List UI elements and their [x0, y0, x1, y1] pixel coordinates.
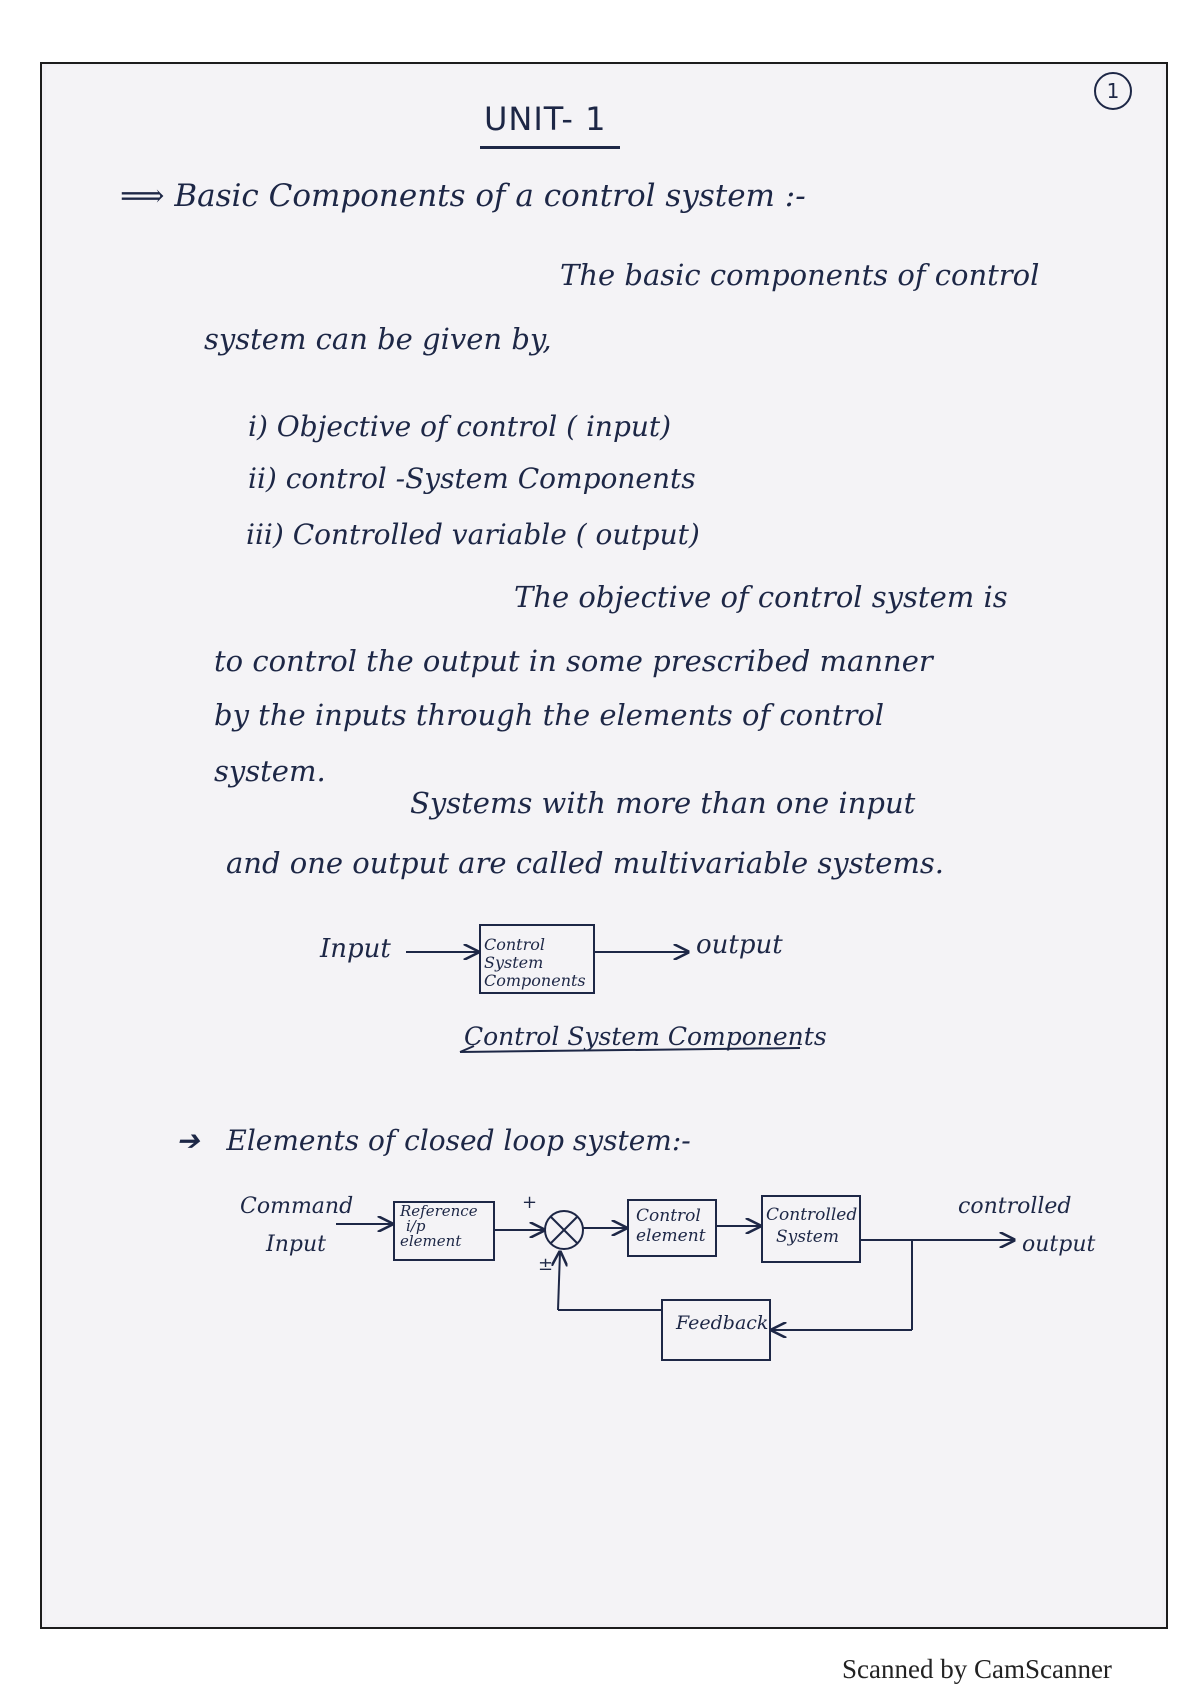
summing-plus-sign: + [522, 1192, 538, 1213]
diagram1-box-text: Control System Components [484, 935, 586, 990]
para2-line-1: Systems with more than one input [410, 786, 916, 820]
command-label-line1: Command [240, 1194, 354, 1219]
list-item-1: i) Objective of control ( input) [248, 410, 672, 443]
feedback-box-text: Feedback [676, 1312, 769, 1334]
heading2-arrow: ➔ [176, 1124, 200, 1157]
para1-line-3: by the inputs through the elements of control [214, 698, 885, 732]
diagram2-closed-loop [336, 1196, 1014, 1360]
diagram1-output-label: output [696, 930, 783, 960]
diagram1-control-box [480, 925, 594, 993]
diagram1-open-loop [406, 925, 800, 1052]
diagram1-caption: Control System Components [464, 1022, 827, 1051]
list-item-2: ii) control -System Components [248, 462, 696, 495]
para1-line-4: system. [214, 754, 326, 788]
controlled-system-box [762, 1196, 860, 1262]
reference-box-text: Reference i/p element [400, 1202, 478, 1250]
unit-title: UNIT- 1 [484, 100, 607, 138]
reference-element-box [394, 1202, 494, 1260]
heading-arrow: ⟹ [120, 178, 165, 214]
command-label-line2: Input [266, 1232, 326, 1257]
summing-pm-sign: ± [538, 1254, 554, 1275]
list-item-3: iii) Controlled variable ( output) [246, 518, 700, 551]
diagram1-input-label: Input [320, 934, 391, 964]
para1-line-1: The objective of control system is [514, 580, 1008, 614]
heading2-text: Elements of closed loop system:- [226, 1124, 691, 1157]
heading-text: Basic Components of a control system :- [174, 178, 806, 214]
intro-line-2: system can be given by, [204, 322, 552, 356]
feedback-box [662, 1300, 770, 1360]
control-element-box [628, 1200, 716, 1256]
control-element-box-text: Control element [636, 1206, 706, 1246]
para1-line-2: to control the output in some prescribed manner [214, 644, 933, 678]
controlled-output-line1: controlled [958, 1194, 1072, 1219]
scanner-watermark: Scanned by CamScanner [842, 1654, 1112, 1684]
diagram1-caption-underline [460, 1048, 800, 1052]
feedback-to-summing-arrow [558, 1252, 560, 1310]
page-number: 1 [1094, 72, 1132, 110]
para2-line-2: and one output are called multivariable systems. [226, 846, 944, 880]
controlled-system-box-text: Controlled System [766, 1205, 858, 1247]
controlled-output-line2: output [1022, 1232, 1096, 1257]
intro-line-1: The basic components of control [560, 258, 1040, 292]
